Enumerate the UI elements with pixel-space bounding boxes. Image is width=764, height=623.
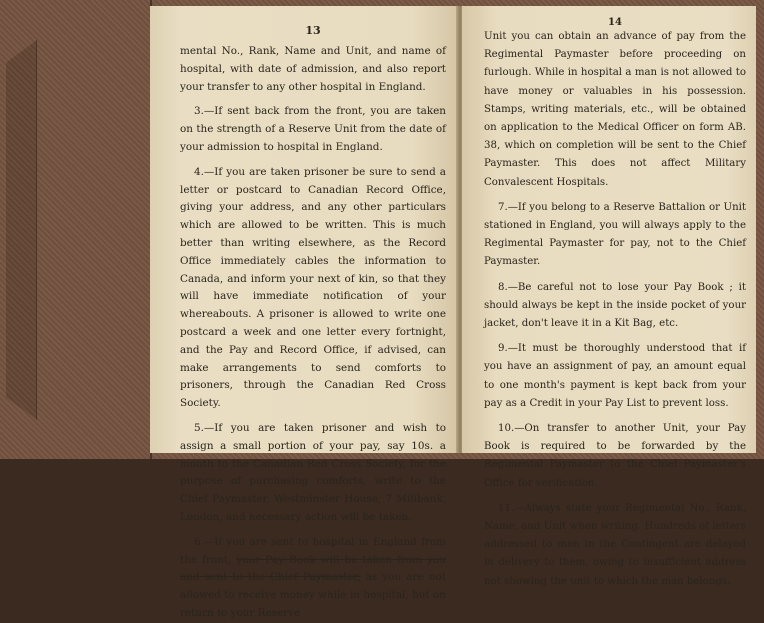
paragraph-6-continuation: Unit you can obtain an advance of pay from the Regimental Paymaster before proceeding on furlough. While in hospital a man is not allowed to have money or valuables in his possession. Stamps, writing materials, etc., will be obtained on application to the Medical Officer on form AB. 38, which on completion will be sent to the Chief Paymaster. This does not affect Military Convalescent Hospitals. (484, 31, 746, 188)
paragraph-continuation: mental No., Rank, Name and Unit, and name of hospital, with date of admission, and also report your transfer to any other hospital in England. (180, 45, 446, 93)
paragraph-11: 11.—Always state your Regimental No., Rank, Name, and Unit when writing. Hundreds of letters addressed to men in the Contingent are delayed in delivery to them, owing to insufficient address not showing the unit to which the man belongs. (484, 502, 746, 587)
left-page-number: 13 (305, 24, 321, 37)
paragraph-10: 10.—On transfer to another Unit, your Pay Book is required to be forwarded by the Regimental Paymaster to the Chief Paymaster's Office for verification. (484, 423, 746, 489)
paragraph-3: 3.—If sent back from the front, you are taken on the strength of a Reserve Unit from the date of your admission to hospital in England. (180, 105, 446, 153)
left-page (150, 6, 458, 619)
paragraph-6 (180, 534, 446, 623)
cover-fold (6, 40, 37, 420)
paragraph-6-end: as you are not allowed to receive money while in hospital, but on return to your Reserve (180, 571, 446, 619)
paragraph-8: 8.—Be careful not to lose your Pay Book ; it should always be kept in the inside pocket of your jacket, don't leave it in a Kit Bag, etc. (484, 281, 746, 330)
paragraph-4: 4.—If you are taken prisoner be sure to send a letter or postcard to Canadian Record Office, giving your address, and any other particulars which are allowed to be written. This is much better than writing elsewhere, as the Record Office immediately cables the information to Canada, and inform your next of kin, so that they will have immediate notification of your whereabouts. A prisoner is allowed to write one postcard a week and one letter every fortnight, and the Pay and Record Office, if advised, can make arrangements to send comforts to prisoners, through the Canadian Red Cross Society. (180, 165, 446, 410)
right-page (462, 6, 756, 587)
paragraph-9: 9.—It must be thoroughly understood that if you have an assignment of pay, an amount equal to one month's payment is kept back from your pay as a Credit in your Pay List to prevent loss. (484, 343, 746, 409)
left-page-text (180, 43, 446, 623)
book-front-cover (0, 0, 152, 459)
paragraph-7: 7.—If you belong to a Reserve Battalion or Unit stationed in England, you will always apply to the Regimental Paymaster for pay, not to the Chief Paymaster. (484, 201, 746, 268)
right-page-number: 14 (608, 17, 622, 28)
paragraph-5: 5.—If you are taken prisoner and wish to assign a small portion of your pay, say 10s. a month to the Canadian Red Cross Society, for the purpose of purchasing comforts, write to the Chief Paymaster, Westminster House, 7 Millbank, London, and necessary action will be taken. (180, 421, 446, 523)
struck-through-text: your Pay Book will be taken from you and sent to the Chief Paymaster, (180, 553, 446, 584)
right-page-text (484, 28, 746, 591)
paragraph-6-start: 6.—If you are sent to hospital in England from the front, (180, 535, 446, 566)
